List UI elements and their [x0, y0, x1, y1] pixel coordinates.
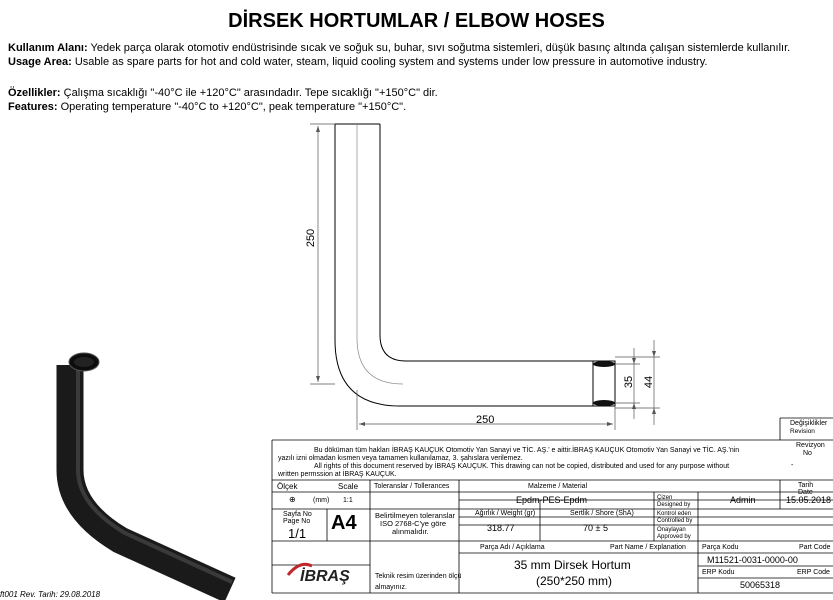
hose-3d-render-icon: [69, 353, 232, 590]
tolerances-label: Toleranslar / Tollerances: [374, 483, 450, 490]
erp-code: 50065318: [740, 580, 781, 590]
features-en: Features: Operating temperature "-40°C to +120°C", peak temperature "+150°C".: [8, 101, 407, 113]
date-label-en: Date: [798, 489, 813, 496]
page-no-en: Page No: [283, 518, 311, 525]
tolerance-note-3: alınmalıdır.: [392, 527, 429, 536]
page-no-tr: Sayfa No: [283, 511, 312, 518]
erp-en: ERP Code: [797, 569, 830, 576]
part-code-en: Part Code: [799, 544, 831, 551]
hardness-label: Sertlik / Shore (ShA): [570, 510, 634, 517]
revision-no-label-tr: Revizyon: [796, 442, 825, 449]
hardness-value: 70 ± 5: [583, 523, 608, 533]
features-tr: Özellikler: Çalışma sıcaklığı "-40°C ile +120°C" arasındadır. Tepe sıcaklığı "+150°C" dir.: [8, 87, 438, 99]
usage-en: Usage Area: Usable as spare parts for hot and cold water, steam, liquid cooling system and systems under low pressure in automotive industry.: [8, 56, 708, 68]
dim-outer: 44: [643, 375, 656, 389]
revision-no-label-en: No: [803, 450, 812, 457]
dim-height: 250: [305, 228, 318, 248]
revision-label-en: Revision: [790, 428, 815, 435]
copyright-tr-2: yazılı izni olmadan kısmen veya tamamen kullanılamaz, 3. şahıslara verilemez.: [278, 455, 523, 462]
projection-icon: ⊕: [289, 495, 296, 504]
page-no: 1/1: [288, 526, 307, 541]
tolerance-note-1: Belirtilmeyen toleranslar: [375, 511, 456, 520]
copyright-tr: Bu döküman tüm hakları İBRAŞ KAUÇUK Otomotiv Yan Sanayi ve TİC. AŞ.' e aittir.İBRAŞ KAUÇUK Otomotiv Yan Sanayi ve TİC. AŞ.'nin: [314, 447, 740, 454]
tech-note-1: Teknik resim üzerinden ölçü: [375, 573, 462, 580]
designer: Admin: [730, 495, 756, 505]
olcek-label: Ölçek: [277, 482, 298, 491]
date-label-tr: Tarih: [798, 482, 814, 489]
design-date: 15.05.2018: [786, 495, 832, 505]
approved-tr: Onaylayan: [657, 527, 686, 533]
part-name-line2: (250*250 mm): [536, 574, 613, 588]
revision-no: -: [791, 462, 794, 469]
dim-length: 250: [476, 414, 495, 426]
part-code-tr: Parça Kodu: [702, 544, 739, 551]
mm-label: (mm): [313, 497, 330, 504]
scale-value: 1:1: [343, 497, 353, 504]
copyright-en-2: written permssion at İBRAŞ KAUÇUK.: [278, 471, 397, 478]
part-code: M11521-0031-0000-00: [707, 555, 798, 565]
designed-tr: Çizen: [657, 495, 673, 501]
usage-tr: Kullanım Alanı: Yedek parça olarak otomotiv endüstrisinde sıcak ve soğuk su, buhar, sıvı soğutma sistemleri, düşük basınç altında çalışan sistemlerde kullanılır.: [8, 42, 791, 54]
scale-label: Scale: [338, 482, 359, 491]
copyright-en: All rights of this document reserved by İBRAŞ KAUÇUK. This drawing can not be copied, distributed and used for any purpose without: [314, 463, 730, 470]
weight-value: 318.77: [487, 523, 515, 533]
controlled-tr: Kontrol eden: [657, 511, 692, 517]
material-value: Epdm-PES-Epdm: [516, 495, 588, 505]
approved-en: Approved by: [657, 534, 691, 540]
sheet-size: A4: [331, 512, 357, 534]
part-name-line1: 35 mm Dirsek Hortum: [514, 558, 631, 572]
dim-inner: 35: [623, 375, 636, 389]
tolerance-note-2: ISO 2768-C'ye göre: [380, 519, 447, 528]
tech-note-2: almayınız.: [375, 584, 407, 591]
revision-label-tr: Değişiklikler: [790, 420, 828, 427]
part-name-en: Part Name / Explanation: [610, 544, 686, 551]
page-title: DİRSEK HORTUMLAR / ELBOW HOSES: [228, 10, 605, 32]
designed-en: Designed by: [657, 502, 691, 508]
form-revision-footer: ft001 Rev. Tarih: 29.08.2018: [0, 590, 101, 599]
part-name-tr: Parça Adı / Açıklama: [480, 544, 545, 551]
material-label: Malzeme / Material: [528, 483, 588, 490]
weight-label: Ağırlık / Weight (gr): [475, 510, 536, 517]
controlled-en: Controlled by: [657, 518, 693, 524]
company-logo: İBRAŞ: [300, 568, 350, 585]
erp-tr: ERP Kodu: [702, 569, 735, 576]
